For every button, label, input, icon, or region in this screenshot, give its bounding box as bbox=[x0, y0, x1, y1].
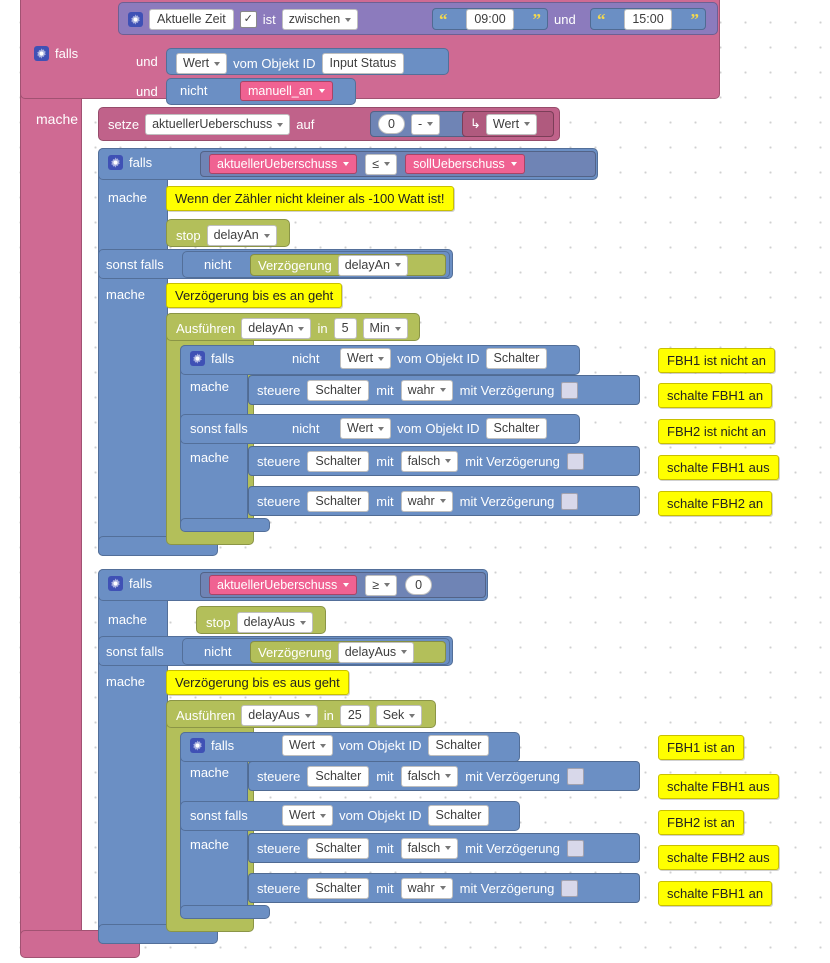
chevron-down-icon bbox=[440, 886, 446, 890]
verzoegerung-toggle-an-3[interactable] bbox=[561, 493, 578, 510]
ausfuehren-row-aus bbox=[176, 705, 422, 726]
ausfuehren-label-an: Ausführen bbox=[176, 321, 236, 336]
comment-aus-3[interactable]: FBH2 ist an bbox=[658, 810, 744, 835]
chevron-down-icon bbox=[214, 62, 220, 66]
time-from-block[interactable] bbox=[432, 8, 548, 30]
if-aus-mache2-label: mache bbox=[106, 674, 146, 689]
if-an-mache-label: mache bbox=[108, 190, 148, 205]
variable-aktueller-ueberschuss-1[interactable]: aktuellerUeberschuss bbox=[209, 154, 357, 174]
chevron-down-icon bbox=[395, 263, 401, 267]
inner-vom-objekt-label-aus-2: vom Objekt ID bbox=[339, 808, 422, 823]
inner-sonstfalls-aus: sonst falls bbox=[190, 808, 248, 823]
inner-wert-select-aus-1[interactable]: Wert bbox=[282, 735, 333, 756]
nicht-label-an: nicht bbox=[204, 257, 232, 272]
if-aus-mache-label: mache bbox=[108, 612, 148, 627]
mit-verzoegerung-label-aus-3: mit Verzögerung bbox=[459, 880, 555, 896]
steuere-label-aus-1: steuere bbox=[257, 768, 301, 784]
verzoegerung-toggle-an-2[interactable] bbox=[567, 453, 584, 470]
compare-number-aus[interactable]: 0 bbox=[405, 575, 432, 595]
time-und-label: und bbox=[554, 12, 576, 27]
stop-delayan-row bbox=[176, 225, 277, 246]
in-label-aus: in bbox=[323, 708, 334, 723]
inner-if-an-falls-label: falls bbox=[211, 351, 235, 366]
wert-select-math[interactable]: Wert bbox=[486, 114, 537, 135]
delay-unit-an[interactable]: Min bbox=[363, 318, 408, 339]
chevron-down-icon bbox=[277, 123, 283, 127]
steuere-block-aus-2[interactable] bbox=[248, 833, 640, 863]
condition-time-row bbox=[128, 9, 358, 30]
inner-sonstfalls-an: sonst falls bbox=[190, 421, 248, 436]
inner-object-id-aus-1[interactable]: Schalter bbox=[428, 735, 490, 756]
inner-if-aus-falls-label: falls bbox=[211, 738, 235, 753]
inner-if-aus-row bbox=[190, 738, 234, 753]
chevron-down-icon bbox=[440, 499, 446, 503]
steuere-label-an-1: steuere bbox=[257, 382, 301, 398]
steuere-target-aus-3[interactable]: Schalter bbox=[307, 878, 369, 899]
chevron-down-icon bbox=[343, 162, 349, 166]
comment-an-5[interactable]: schalte FBH2 an bbox=[658, 491, 772, 516]
stop-delayaus-row bbox=[206, 612, 313, 633]
verzoegerung-target-an[interactable]: delayAn bbox=[338, 255, 408, 276]
inner-vom-objekt-label-aus-1: vom Objekt ID bbox=[339, 738, 422, 753]
mit-verzoegerung-label-aus-2: mit Verzögerung bbox=[465, 840, 560, 856]
chevron-down-icon bbox=[305, 714, 311, 718]
inner-mache-aus-2: mache bbox=[190, 837, 230, 852]
outer-mache-label: mache bbox=[36, 111, 79, 127]
steuere-target-an-2[interactable]: Schalter bbox=[307, 451, 369, 472]
quote-open-icon: “ bbox=[597, 9, 606, 29]
ist-label: ist bbox=[262, 12, 276, 27]
inner-vom-objekt-label-an-2: vom Objekt ID bbox=[397, 421, 480, 436]
comment-aus-4[interactable]: schalte FBH2 aus bbox=[658, 845, 779, 870]
gear-icon[interactable] bbox=[190, 351, 205, 366]
if-an-block[interactable] bbox=[98, 148, 168, 556]
steuere-target-an-3[interactable]: Schalter bbox=[307, 491, 369, 512]
quote-open-icon: “ bbox=[439, 9, 448, 29]
inner-objectvalue-an-1 bbox=[340, 348, 547, 369]
outer-falls-row bbox=[34, 46, 78, 61]
comment-verzoegerung-aus[interactable]: Verzögerung bis es aus geht bbox=[166, 670, 349, 695]
mit-label-aus-3: mit bbox=[376, 880, 394, 896]
chevron-down-icon bbox=[320, 814, 326, 818]
verzoegerung-label-an: Verzögerung bbox=[258, 257, 332, 273]
stop-label-an: stop bbox=[176, 228, 201, 243]
steuere-value-aus-1[interactable]: falsch bbox=[401, 766, 459, 787]
chevron-down-icon bbox=[440, 388, 446, 392]
math-operator-select[interactable]: - bbox=[411, 114, 440, 135]
gear-icon[interactable] bbox=[128, 12, 143, 27]
arrow-icon: ↳ bbox=[470, 116, 481, 131]
outer-if-block[interactable] bbox=[20, 0, 82, 952]
delay-value-an[interactable]: 5 bbox=[334, 318, 357, 339]
inner-nicht-an-2: nicht bbox=[292, 421, 320, 436]
inner-objectvalue-an-2 bbox=[340, 418, 547, 439]
inner-objectvalue-aus-2 bbox=[282, 805, 489, 826]
chevron-down-icon bbox=[384, 583, 390, 587]
set-variable-select[interactable]: aktuellerUeberschuss bbox=[145, 114, 290, 135]
chevron-down-icon bbox=[445, 774, 451, 778]
steuere-value-aus-2[interactable]: falsch bbox=[401, 838, 459, 859]
inner-wert-select-aus-2[interactable]: Wert bbox=[282, 805, 333, 826]
chevron-down-icon bbox=[264, 234, 270, 238]
vom-objekt-id-label-1: vom Objekt ID bbox=[233, 56, 316, 71]
compare-block-aus[interactable] bbox=[200, 572, 486, 598]
steuere-label-aus-2: steuere bbox=[257, 840, 301, 856]
variable-aktueller-ueberschuss-2[interactable]: aktuellerUeberschuss bbox=[209, 575, 357, 595]
if-aus-falls-label: falls bbox=[129, 576, 153, 591]
setze-label: setze bbox=[108, 117, 140, 132]
compare-operator-an[interactable]: ≤ bbox=[365, 154, 397, 175]
chevron-down-icon bbox=[445, 459, 451, 463]
comment-aus-2[interactable]: schalte FBH1 aus bbox=[658, 774, 779, 799]
if-an-mache2-label: mache bbox=[106, 287, 146, 302]
verzoegerung-block-aus[interactable] bbox=[250, 641, 446, 663]
if-aus-row bbox=[108, 576, 152, 591]
steuere-target-aus-1[interactable]: Schalter bbox=[307, 766, 369, 787]
und-label-row3: und bbox=[136, 84, 158, 99]
gear-icon[interactable] bbox=[190, 738, 205, 753]
verzoegerung-toggle-aus-3[interactable] bbox=[561, 880, 578, 897]
wert-reference-block[interactable] bbox=[462, 111, 554, 137]
steuere-block-an-3[interactable] bbox=[248, 486, 640, 516]
mit-verzoegerung-label-an-3: mit Verzögerung bbox=[459, 493, 555, 509]
comment-aus-1[interactable]: FBH1 ist an bbox=[658, 735, 744, 760]
chevron-down-icon bbox=[445, 846, 451, 850]
quote-close-icon: ” bbox=[690, 9, 699, 29]
chevron-down-icon bbox=[524, 122, 530, 126]
inner-object-id-an-1[interactable]: Schalter bbox=[486, 348, 548, 369]
number-zero[interactable]: 0 bbox=[378, 114, 405, 134]
mit-label-an-1: mit bbox=[376, 382, 394, 398]
inner-nicht-an-1: nicht bbox=[292, 351, 320, 366]
steuere-block-aus-3[interactable] bbox=[248, 873, 640, 903]
delay-unit-aus[interactable]: Sek bbox=[376, 705, 423, 726]
if-an-row bbox=[108, 155, 152, 170]
chevron-down-icon bbox=[395, 327, 401, 331]
stop-target-aus[interactable]: delayAus bbox=[237, 612, 313, 633]
mit-verzoegerung-label-an-2: mit Verzögerung bbox=[465, 453, 560, 469]
steuere-value-aus-3[interactable]: wahr bbox=[401, 878, 453, 899]
compare-block-an[interactable] bbox=[200, 151, 596, 177]
verzoegerung-toggle-aus-2[interactable] bbox=[567, 840, 584, 857]
inner-object-id-an-2[interactable]: Schalter bbox=[486, 418, 548, 439]
steuere-block-aus-1[interactable] bbox=[248, 761, 640, 791]
chevron-down-icon bbox=[409, 714, 415, 718]
inner-mache-aus-1: mache bbox=[190, 765, 230, 780]
time-to-block[interactable] bbox=[590, 8, 706, 30]
chevron-down-icon bbox=[378, 357, 384, 361]
ausfuehren-label-aus: Ausführen bbox=[176, 708, 236, 723]
steuere-value-an-1[interactable]: wahr bbox=[401, 380, 453, 401]
inner-vom-objekt-label-an-1: vom Objekt ID bbox=[397, 351, 480, 366]
chevron-down-icon bbox=[298, 327, 304, 331]
set-variable-row bbox=[108, 114, 314, 135]
chevron-down-icon bbox=[300, 621, 306, 625]
steuere-target-an-1[interactable]: Schalter bbox=[307, 380, 369, 401]
nicht-label-1: nicht bbox=[180, 83, 208, 98]
chevron-down-icon bbox=[320, 744, 326, 748]
verzoegerung-target-aus[interactable]: delayAus bbox=[338, 642, 414, 663]
ausfuehren-row-an bbox=[176, 318, 408, 339]
current-time-label[interactable]: Aktuelle Zeit bbox=[149, 9, 234, 30]
comment-an-1[interactable]: FBH1 ist nicht an bbox=[658, 348, 775, 373]
inner-mache-an-1: mache bbox=[190, 379, 230, 394]
chevron-down-icon bbox=[343, 583, 349, 587]
chevron-down-icon bbox=[319, 89, 325, 93]
verzoegerung-label-aus: Verzögerung bbox=[258, 644, 332, 660]
und-label-row2: und bbox=[136, 54, 158, 69]
inner-mache-an-2: mache bbox=[190, 450, 230, 465]
comment-an-4[interactable]: schalte FBH1 aus bbox=[658, 455, 779, 480]
inner-wert-select-an-1[interactable]: Wert bbox=[340, 348, 391, 369]
steuere-block-an-2[interactable] bbox=[248, 446, 640, 476]
chevron-down-icon bbox=[384, 162, 390, 166]
mit-verzoegerung-label-an-1: mit Verzögerung bbox=[459, 382, 555, 398]
if-an-falls-label: falls bbox=[129, 155, 153, 170]
ausfuehren-timer-an[interactable]: delayAn bbox=[241, 318, 311, 339]
steuere-value-an-3[interactable]: wahr bbox=[401, 491, 453, 512]
object-value-row-1 bbox=[176, 53, 404, 74]
ausfuehren-timer-aus[interactable]: delayAus bbox=[241, 705, 317, 726]
comment-an-3[interactable]: FBH2 ist nicht an bbox=[658, 419, 775, 444]
verzoegerung-block-an[interactable] bbox=[250, 254, 446, 276]
mit-label-an-2: mit bbox=[376, 453, 394, 469]
variable-manuell-an[interactable]: manuell_an bbox=[240, 81, 333, 101]
time-to-value[interactable]: 15:00 bbox=[624, 9, 671, 30]
mit-label-aus-1: mit bbox=[376, 768, 394, 784]
quote-close-icon: ” bbox=[532, 9, 541, 29]
comment-an-2[interactable]: schalte FBH1 an bbox=[658, 383, 772, 408]
inner-wert-select-an-2[interactable]: Wert bbox=[340, 418, 391, 439]
time-operator-select[interactable]: zwischen bbox=[282, 9, 358, 30]
delay-value-aus[interactable]: 25 bbox=[340, 705, 370, 726]
gear-icon[interactable] bbox=[34, 46, 49, 61]
gear-icon[interactable] bbox=[108, 155, 123, 170]
comment-verzoegerung-an[interactable]: Verzögerung bis es an geht bbox=[166, 283, 342, 308]
inner-if-aus-footer[interactable] bbox=[180, 905, 270, 919]
variable-soll-ueberschuss[interactable]: sollUeberschuss bbox=[405, 154, 525, 174]
chevron-down-icon bbox=[511, 162, 517, 166]
mit-verzoegerung-label-aus-1: mit Verzögerung bbox=[465, 768, 560, 784]
object-id-field-1[interactable]: Input Status bbox=[322, 53, 405, 74]
comment-zaehler[interactable]: Wenn der Zähler nicht kleiner als -100 Watt ist! bbox=[166, 186, 454, 211]
comment-aus-5[interactable]: schalte FBH1 an bbox=[658, 881, 772, 906]
mit-label-aus-2: mit bbox=[376, 840, 394, 856]
chevron-down-icon bbox=[427, 122, 433, 126]
stop-label-aus: stop bbox=[206, 615, 231, 630]
wert-select-1[interactable]: Wert bbox=[176, 53, 227, 74]
chevron-down-icon bbox=[401, 650, 407, 654]
time-enabled-checkbox[interactable]: ✓ bbox=[240, 11, 257, 28]
time-from-value[interactable]: 09:00 bbox=[466, 9, 513, 30]
if-aus-sonstfalls-label: sonst falls bbox=[106, 644, 164, 659]
not-row-1 bbox=[180, 83, 207, 98]
steuere-value-an-2[interactable]: falsch bbox=[401, 451, 459, 472]
gear-icon[interactable] bbox=[108, 576, 123, 591]
steuere-target-aus-2[interactable]: Schalter bbox=[307, 838, 369, 859]
inner-if-an-footer[interactable] bbox=[180, 518, 270, 532]
inner-object-id-aus-2[interactable]: Schalter bbox=[428, 805, 490, 826]
chevron-down-icon bbox=[378, 427, 384, 431]
inner-objectvalue-aus-1 bbox=[282, 735, 489, 756]
mit-label-an-3: mit bbox=[376, 493, 394, 509]
steuere-label-aus-3: steuere bbox=[257, 880, 301, 896]
if-an-sonstfalls-label: sonst falls bbox=[106, 257, 164, 272]
auf-label: auf bbox=[296, 117, 315, 132]
compare-operator-aus[interactable]: ≥ bbox=[365, 575, 397, 596]
inner-if-an-row bbox=[190, 351, 234, 366]
chevron-down-icon bbox=[345, 18, 351, 22]
verzoegerung-toggle-aus-1[interactable] bbox=[567, 768, 584, 785]
steuere-block-an-1[interactable] bbox=[248, 375, 640, 405]
nicht-label-aus: nicht bbox=[204, 644, 232, 659]
in-label-an: in bbox=[317, 321, 328, 336]
steuere-label-an-3: steuere bbox=[257, 493, 301, 509]
stop-target-an[interactable]: delayAn bbox=[207, 225, 277, 246]
verzoegerung-toggle-an-1[interactable] bbox=[561, 382, 578, 399]
outer-falls-label: falls bbox=[55, 46, 79, 61]
steuere-label-an-2: steuere bbox=[257, 453, 301, 469]
